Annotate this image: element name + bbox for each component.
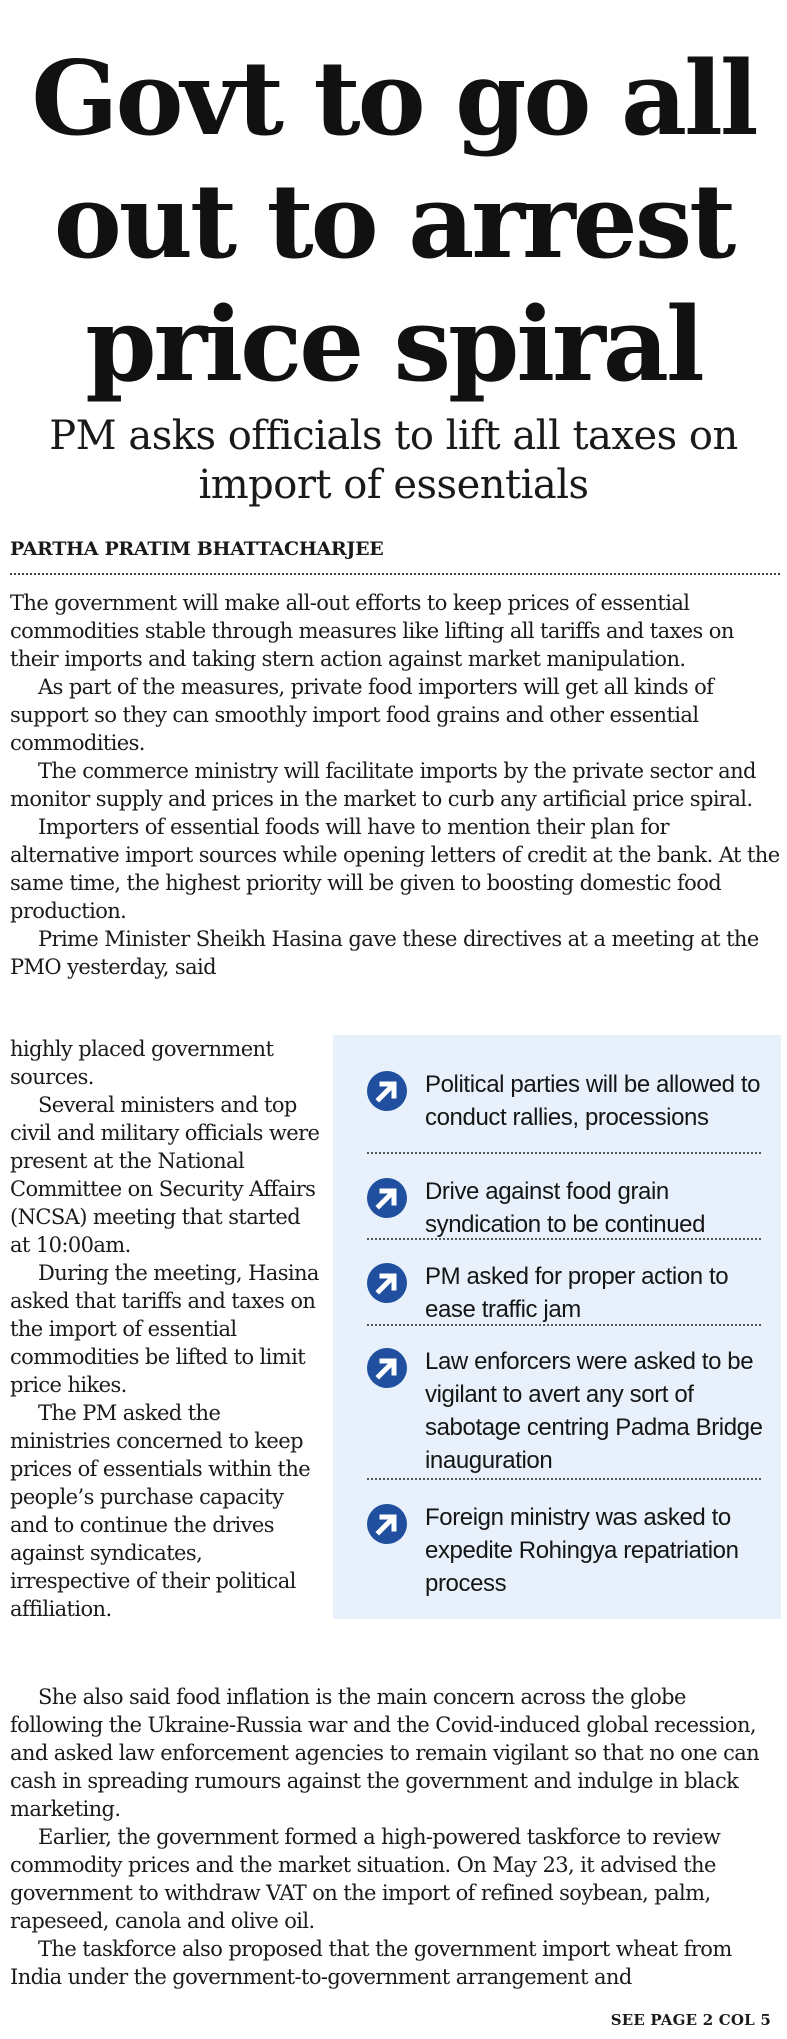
byline-divider [10,573,780,575]
highlights-box [333,1035,781,1619]
subheadline: PM asks officials to lift all taxes on import of essentials [49,413,738,508]
article-paragraph: She also said food inflation is the main concern across the globe following the Ukraine-Russia war and the Covid-induced global recession, and asked law enforcement agencies to remain vigilant so that no one can cash in spreading rumours against the government and indulge in black marketing. [10,1685,760,1821]
arrow-up-right-icon [367,1178,407,1218]
byline: PARTHA PRATIM BHATTACHARJEE [10,538,384,560]
highlight-text: PM asked for proper action to ease traffic jam [425,1263,729,1323]
highlight-divider [367,1238,761,1240]
arrow-up-right-icon [367,1348,407,1388]
article-paragraph: Importers of essential foods will have to mention their plan for alternative import sources while opening letters of credit at the bank. At the same time, the highest priority will be given to boosting domestic food production. [10,815,780,923]
article-paragraph: The commerce ministry will facilitate imports by the private sector and monitor supply and prices in the market to curb any artificial price spiral. [10,759,756,811]
arrow-up-right-icon [367,1263,407,1303]
arrow-up-right-icon [367,1071,407,1111]
highlight-text: Drive against food grain syndication to be continued [425,1178,706,1238]
article-paragraph: Prime Minister Sheikh Hasina gave these directives at a meeting at the PMO yesterday, said [10,927,759,979]
article-paragraph: Several ministers and top civil and military officials were present at the National Committee on Security Affairs (NCSA) meeting that started at 10:00am. [10,1093,320,1257]
highlight-divider [367,1478,761,1480]
article-paragraph: As part of the measures, private food importers will get all kinds of support so they can smoothly import food grains and other essential commodities. [10,675,714,755]
article-body-bottom [10,1683,782,1991]
highlight-text: Law enforcers were asked to be vigilant to avert any sort of sabotage centring Padma Bridge inauguration [425,1348,763,1474]
article-paragraph: highly placed government sources. [10,1037,274,1089]
highlight-text: Political parties will be allowed to conduct rallies, processions [425,1071,761,1131]
highlight-text: Foreign ministry was asked to expedite Rohingya repatriation process [425,1504,739,1597]
highlight-divider [367,1152,761,1154]
continued-on-page-link[interactable]: SEE PAGE 2 COL 5 [610,2011,771,2029]
article-paragraph: The PM asked the ministries concerned to keep prices of essentials within the people’s purchase capacity and to continue the drives against syndicates, irrespective of their political affiliation. [10,1401,311,1621]
headline: Govt to go all out to arrest price spiral [31,39,756,405]
article-paragraph: The government will make all-out efforts to keep prices of essential commodities stable through measures like lifting all tariffs and taxes on their imports and taking stern action against market manipulation. [10,591,734,671]
article-paragraph: During the meeting, Hasina asked that tariffs and taxes on the import of essential commodities be lifted to limit price hikes. [10,1261,319,1397]
article-body-side-column [10,1035,325,1623]
article-body-top [10,589,782,981]
article-paragraph: The taskforce also proposed that the government import wheat from India under the government-to-government arrangement and [10,1937,732,1989]
highlight-divider [367,1324,761,1326]
article-paragraph: Earlier, the government formed a high-powered taskforce to review commodity prices and the market situation. On May 23, it advised the government to withdraw VAT on the import of refined soybean, palm, rapeseed, canola and olive oil. [10,1825,721,1933]
arrow-up-right-icon [367,1504,407,1544]
